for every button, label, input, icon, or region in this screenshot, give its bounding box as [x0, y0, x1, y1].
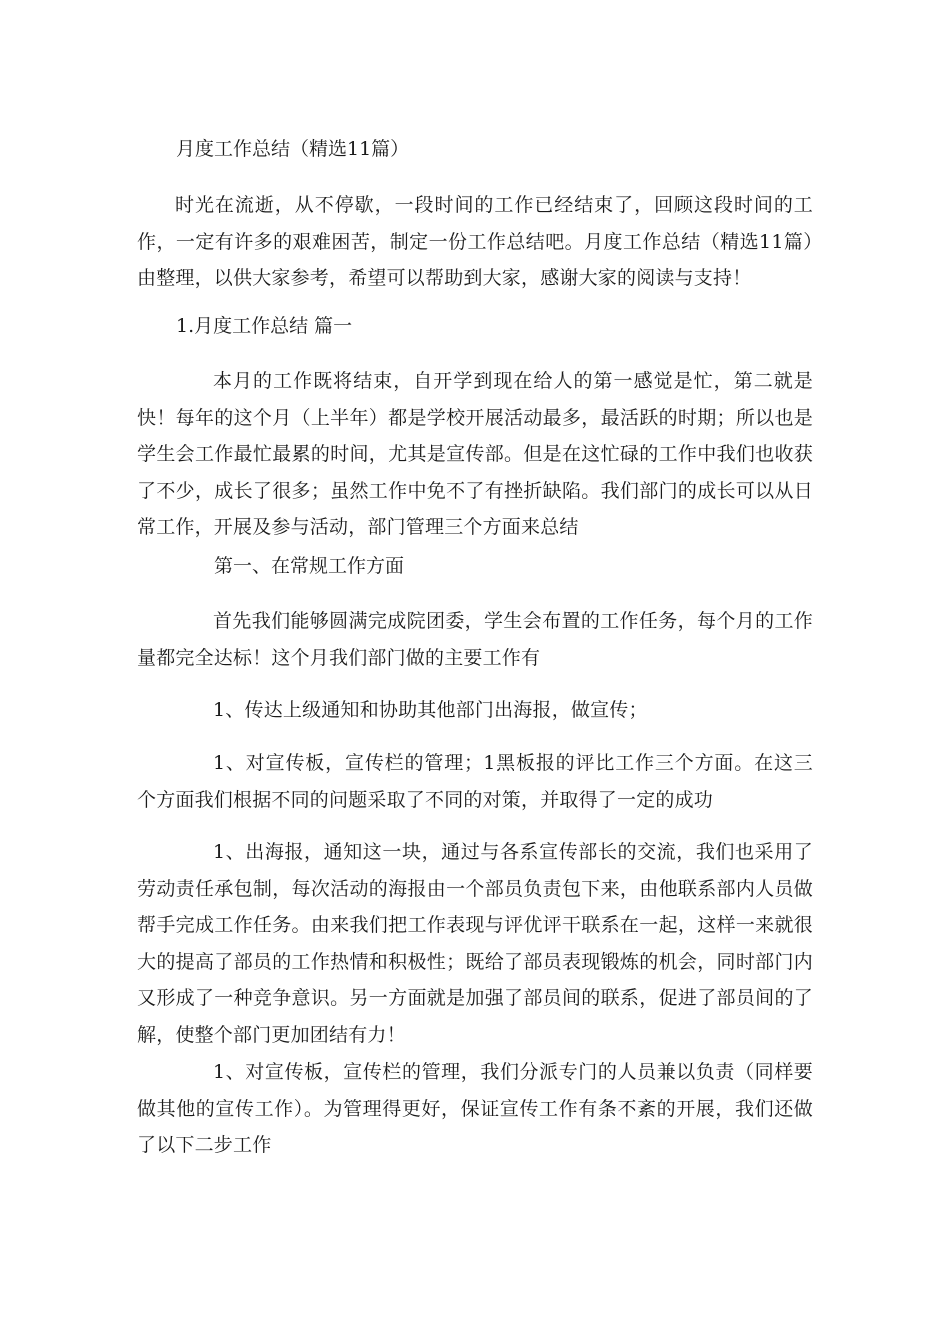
document-title: 月度工作总结（精选11篇）	[176, 138, 410, 160]
list-item-1: 1、传达上级通知和协助其他部门出海报，做宣传；	[213, 699, 648, 721]
list-item-2: 1、对宣传板，宣传栏的管理；1黑板报的评比工作三个方面。在这三个方面我们根据不同的问题采取了不同的对策，并取得了一定的成功	[137, 752, 813, 811]
list-item-3: 1、出海报，通知这一块，通过与各系宣传部长的交流，我们也采用了劳动责任承包制，每次活动的海报由一个部员负责包下来，由他联系部内人员做帮手完成工作任务。由来我们把工作表现与评优评干联系在一起，这样一来就很大的提高了部员的工作热情和积极性；既给了部员表现锻炼的机会，同时部门内又形成了一种竞争意识。另一方面就是加强了部员间的联系，促进了部员间的了解，使整个部门更加团结有力！	[137, 841, 813, 1046]
list-item-4: 1、对宣传板，宣传栏的管理，我们分派专门的人员兼以负责（同样要做其他的宣传工作）。为管理得更好，保证宣传工作有条不紊的开展，我们还做了以下二步工作	[137, 1061, 813, 1156]
body-paragraph-1: 本月的工作既将结束，自开学到现在给人的第一感觉是忙，第二就是快！每年的这个月（上半年）都是学校开展活动最多，最活跃的时期；所以也是学生会工作最忙最累的时间，尤其是宣传部。但是在这忙碌的工作中我们也收获了不少，成长了很多；虽然工作中免不了有挫折缺陷。我们部门的成长可以从日常工作，开展及参与活动，部门管理三个方面来总结	[137, 370, 813, 538]
body-paragraph-2: 首先我们能够圆满完成院团委，学生会布置的工作任务，每个月的工作量都完全达标！这个月我们部门做的主要工作有	[137, 610, 813, 669]
subheading-regular-work: 第一、在常规工作方面	[214, 555, 405, 577]
section-heading-1: 1.月度工作总结 篇一	[176, 315, 353, 337]
intro-paragraph: 时光在流逝，从不停歇，一段时间的工作已经结束了，回顾这段时间的工作，一定有许多的艰难困苦，制定一份工作总结吧。月度工作总结（精选11篇）由整理，以供大家参考，希望可以帮助到大家，感谢大家的阅读与支持！	[137, 194, 813, 289]
